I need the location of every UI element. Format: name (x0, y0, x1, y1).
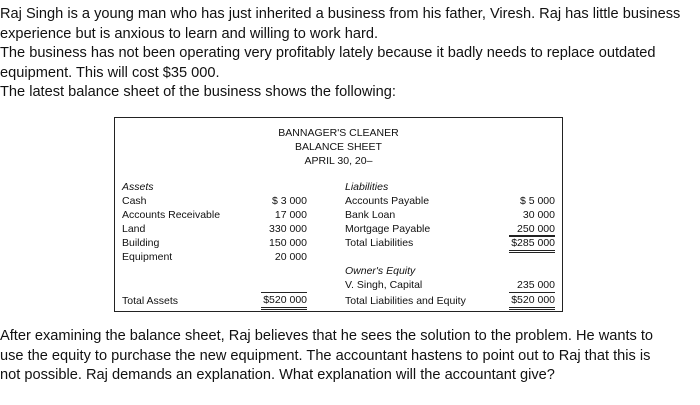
intro-line: experience but is anxious to learn and willing to work hard. (0, 25, 379, 42)
intro-line: The latest balance sheet of the business shows the following: (0, 84, 396, 100)
statement-date: APRIL 30, 20– (304, 155, 373, 167)
total-assets-amount: $520 000 (261, 292, 307, 310)
total-le-label: Total Liabilities and Equity (345, 295, 466, 307)
question-line: not possible. Raj demands an explanation. What explanation will the accountant give? (0, 367, 555, 383)
liability-label: Mortgage Payable (345, 223, 431, 235)
liability-amount: 30 000 (522, 209, 555, 221)
liability-label: Bank Loan (345, 209, 396, 221)
intro-line: The business has not been operating very profitably lately because it badly needs to replace outdated (0, 45, 656, 61)
asset-amount: $ 3 000 (271, 195, 307, 207)
asset-amount: 17 000 (274, 209, 307, 221)
equity-heading: Owner's Equity (345, 265, 416, 277)
total-liabilities-amount: $285 000 (509, 235, 555, 253)
asset-label: Equipment (122, 251, 173, 263)
total-assets-label: Total Assets (122, 295, 179, 307)
asset-label: Building (122, 237, 160, 249)
liability-label: Accounts Payable (345, 195, 430, 207)
total-le-amount: $520 000 (509, 292, 555, 310)
assets-heading: Assets (122, 181, 154, 193)
liabilities-heading: Liabilities (345, 181, 389, 193)
equity-amount: 235 000 (509, 278, 555, 293)
intro-line: Raj Singh is a young man who has just inherited a business from his father, Viresh. Raj has little business (0, 6, 681, 22)
intro-paragraph (0, 5, 698, 103)
liability-amount: 250 000 (509, 222, 555, 237)
asset-amount: 150 000 (269, 237, 307, 249)
asset-label: Accounts Receivable (122, 209, 221, 221)
asset-label: Land (122, 223, 146, 235)
company-name: BANNAGER'S CLEANER (278, 127, 399, 139)
statement-title: BALANCE SHEET (295, 141, 382, 153)
question-paragraph (0, 327, 698, 386)
equity-label: V. Singh, Capital (345, 279, 423, 291)
liability-amount: $ 5 000 (519, 195, 555, 207)
balance-sheet (114, 117, 563, 312)
intro-line: equipment. This will cost $35 000. (0, 64, 220, 81)
asset-amount: 20 000 (274, 251, 307, 263)
question-line: use the equity to purchase the new equipment. The accountant hastens to point out to Raj that this is (0, 347, 651, 364)
asset-label: Cash (122, 195, 147, 207)
asset-amount: 330 000 (269, 223, 307, 235)
total-liabilities-label: Total Liabilities (345, 237, 414, 249)
question-line: After examining the balance sheet, Raj believes that he sees the solution to the problem. He wants to (0, 328, 654, 344)
